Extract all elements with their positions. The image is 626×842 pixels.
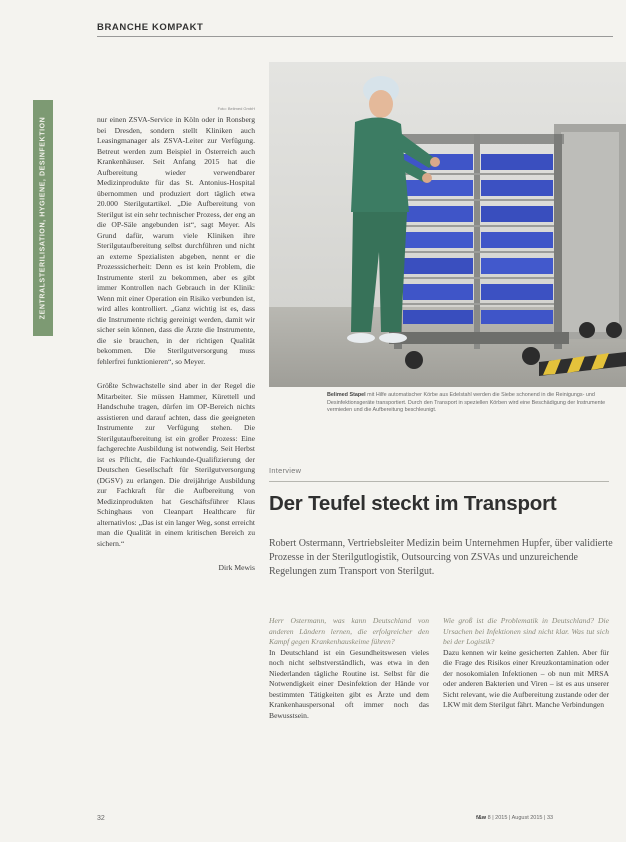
issue-date: August 2015 [511,815,543,821]
answer-2: Dazu kennen wir keine gesicherten Zahlen. Aber für die Frage des Risikos einer Kreuzkontamination oder der nosokomialen Infektionen – ob nun mit MRSA oder anderen Bakterien und Viren – ist es aus unserer Sicht relevant, wie die Aufbereitung zustande oder der LKW mit dem Sterilgut fährt. Manche Verbindungen [443,647,609,709]
top-rule [97,36,613,37]
caption-lead-in: Belimed Stapel [327,392,366,398]
photo-caption [327,392,609,415]
left-paragraph-1: nur einen ZSVA-Service in Köln oder in Ronsberg bei Dresden, sondern stellt Kliniken auch Leasingmanager als ZSVA-Leiter zur Verfügung. Betreut werden zum Beispiel in Österreich auch Krankenhäuser. Seit Anfang 2015 hat die Aufbereitung wieder verwendbarer Medizinprodukte für das St. Antonius-Hospital übernommen und produziert dort täglich etwa 20.000 Sterilgutartikel. „Die Aufbereitung von Sterilgut ist ein sehr technischer Prozess, der eng an die OP-Säle angebunden ist“, sagt Meyer. Als Grund dafür, warum viele Kliniken ihre Sterilgutaufbereitung selbst durchführen und nicht an externe Spezialisten abgeben, nennt er die Prozesssicherheit: Denn es ist kein Problem, die Instrumente steril zu bekommen, aber es gibt immer Kontrollen nach Gebrauch in der Klinik: Wenn mit einer Operation ein Risiko verbunden ist, wird alles kontrolliert. „Ganz wichtig ist es, dass die Instrumente richtig gereinigt werden, damit wir sicher sein können, dass die Ärzte die Instrumente, die sie brauchen, in der richtigen Qualität bekommen. Die Sterilgutversorgung muss fehlerfrei funktionieren“, so Meyer. [97,115,255,366]
author-signature: Dirk Mewis [218,563,255,572]
caption-text: mit Hilfe automatischer Körbe aus Edelstahl werden die Siebe schonend in die Reinigungs- und Desinfektionsgeräte transportiert. Durch den Transport in speziellen Körben wird eine Beschädigung der Instrumente vermieden und die Aufbereitung beschleunigt. [327,392,606,414]
interview-column-1 [269,616,429,721]
photo-credit: Foto: Belimed GmbH [217,106,255,111]
question-2: Wie groß ist die Problematik in Deutschland? Die Ursachen bei Infektionen sind nicht klar. Was tut sich bei der Logistik? [443,616,609,646]
folio: 33 [546,815,554,821]
article-headline: Der Teufel steckt im Transport [269,492,557,515]
magazine-name: f&w [476,815,487,821]
article-photo [269,62,626,387]
page-number: 32 [97,815,105,822]
magazine-footer: f&w 8 | 2015 | August 2015 | 33 [476,815,554,821]
kicker-rule [269,481,609,482]
left-paragraph-2: Größte Schwachstelle sind aber in der Regel die Mitarbeiter. Sie müssen Hammer, Kürettell und Handschuhe tragen, dürfen im OP-Bereich nichts assistieren und darauf achten, dass die geeigneten Instrumente zur Verfügung stehen. Die Sterilgutaufbereitung ist ein großer Prozess: Eine fachgerechte Ausbildung ist notwendig. Seit Herbst ist es Pflicht, die Fachkunde-Qualifizierung der Deutschen Gesellschaft für Sterilgutversorgung (DGSV) zu erlangen. Die dreijährige Ausbildung zur Fachkraft für die Aufbereitung von Medizinprodukten hat Geschäftsführer Klaus Schinghaus von Cleanpart Healthcare für alternativlos: „Das ist ein langer Weg, sonst erreicht man die Qualität in einem kritischen Bereich zu sichern.“ [97,381,255,548]
section-title: BRANCHE KOMPAKT [97,22,204,33]
article-kicker: Interview [269,466,302,475]
side-tab-label: ZENTRALSTERILISATION, HYGIENE, DESINFEKTION [39,116,47,320]
question-1: Herr Ostermann, was kann Deutschland von anderen Ländern lernen, die erfolgreicher den Kampf gegen Krankenhauskeime führen? [269,616,429,646]
left-column [97,115,255,574]
interview-column-2 [443,616,609,711]
article-lead: Robert Ostermann, Vertriebsleiter Medizin beim Unternehmen Hupfer, über validierte Prozesse in der Sterilgutlogistik, Outsourcing von ZSVAs und unzureichende Regelungen zum Transport von Sterilgut. [269,538,613,577]
answer-1: In Deutschland ist ein Gesundheitswesen vieles noch nicht selbstverständlich, was etwa in den Niederlanden tägliche Routine ist. Selbst für die Notwendigkeit einer Desinfektion der Hände vor bestimmten Tätigkeiten gibt es Ärzte und dem Krankenhauspersonal oft immer noch das Bewusstsein. [269,647,429,720]
side-tab [33,100,53,336]
issue-number: 8 | 2015 [487,815,508,821]
sterilization-cart-illustration [269,62,626,387]
